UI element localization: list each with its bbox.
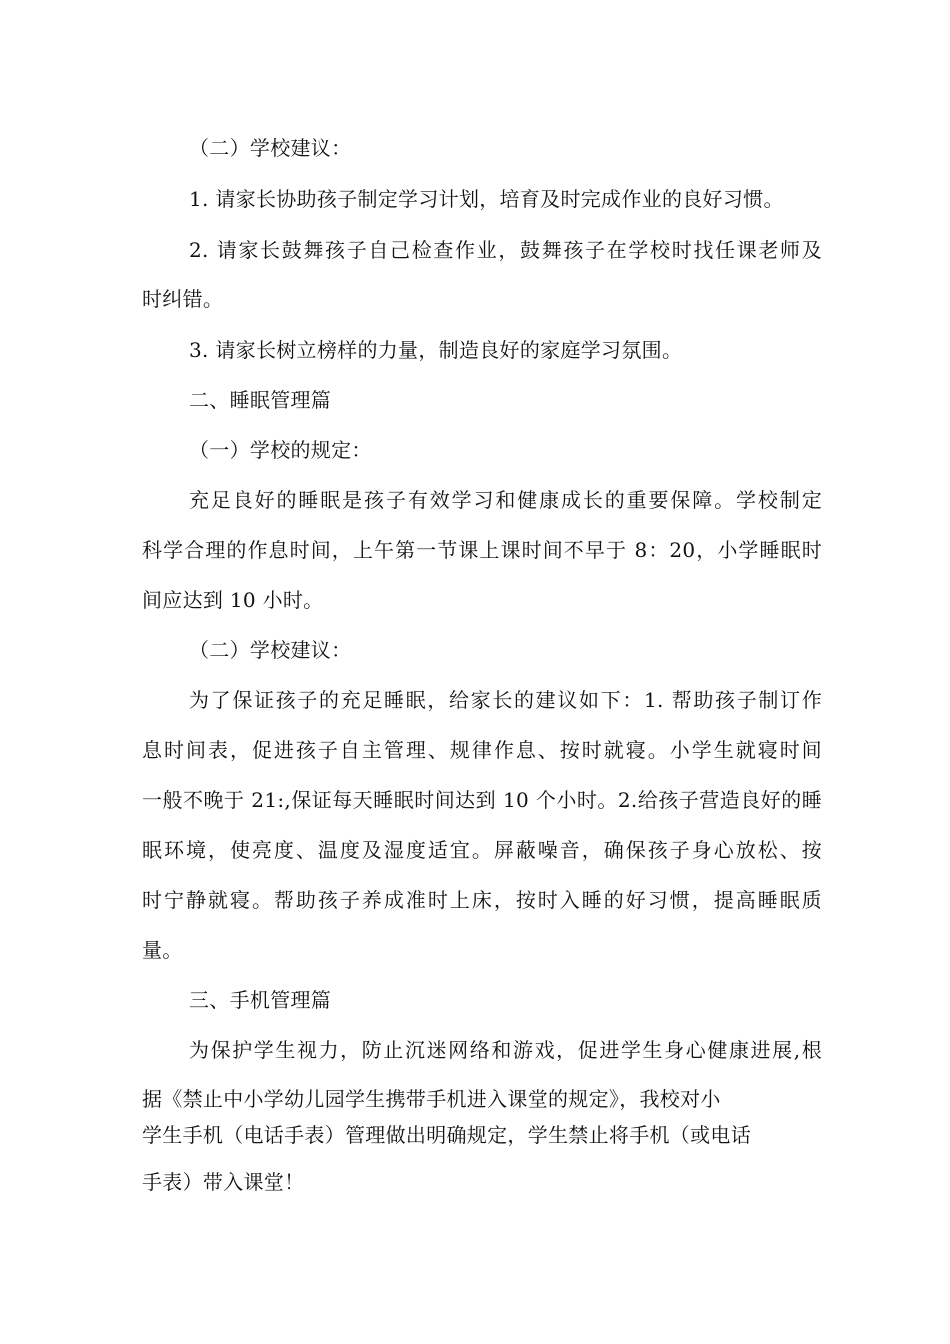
paragraph-line: 间应达到 10 小时。	[142, 588, 324, 612]
section-heading-sleep-management: 二、睡眠管理篇	[189, 388, 332, 412]
paragraph-line: 眠环境，使亮度、温度及湿度适宜。屏蔽噪音，确保孩子身心放松、按	[142, 838, 822, 862]
paragraph-line: 时纠错。	[142, 287, 224, 311]
paragraph-line: 量。	[142, 938, 183, 962]
paragraph-line: 一般不晚于 21:,保证每天睡眠时间达到 10 个小时。2.给孩子营造良好的睡	[142, 788, 822, 812]
paragraph-line: 息时间表，促进孩子自主管理、规律作息、按时就寝。小学生就寝时间	[142, 738, 822, 762]
subheading-school-suggestions-1: （二）学校建议：	[189, 136, 352, 160]
paragraph-line: 3. 请家长树立榜样的力量，制造良好的家庭学习氛围。	[189, 338, 683, 362]
paragraph-line: 2. 请家长鼓舞孩子自己检查作业，鼓舞孩子在学校时找任课老师及	[189, 238, 822, 262]
paragraph-line: 时宁静就寝。帮助孩子养成准时上床，按时入睡的好习惯，提高睡眠质	[142, 888, 822, 912]
paragraph-line: 据《禁止中小学幼儿园学生携带手机进入课堂的规定》，我校对小	[142, 1087, 721, 1111]
section-heading-phone-management: 三、手机管理篇	[189, 988, 332, 1012]
paragraph-line: 充足良好的睡眠是孩子有效学习和健康成长的重要保障。学校制定	[189, 488, 822, 512]
paragraph-line: 学生手机（电话手表）管理做出明确规定，学生禁止将手机（或电话	[142, 1123, 751, 1147]
paragraph-line: 为保护学生视力，防止沉迷网络和游戏，促进学生身心健康进展,根	[189, 1038, 822, 1062]
subheading-school-rules: （一）学校的规定：	[189, 438, 372, 462]
paragraph-line: 手表）带入课堂！	[142, 1170, 305, 1194]
paragraph-line: 为了保证孩子的充足睡眠，给家长的建议如下：1. 帮助孩子制订作	[189, 688, 822, 712]
paragraph-line: 科学合理的作息时间，上午第一节课上课时间不早于 8：20，小学睡眠时	[142, 538, 822, 562]
paragraph-line: 1. 请家长协助孩子制定学习计划，培育及时完成作业的良好习惯。	[189, 187, 784, 211]
subheading-school-suggestions-2: （二）学校建议：	[189, 638, 352, 662]
